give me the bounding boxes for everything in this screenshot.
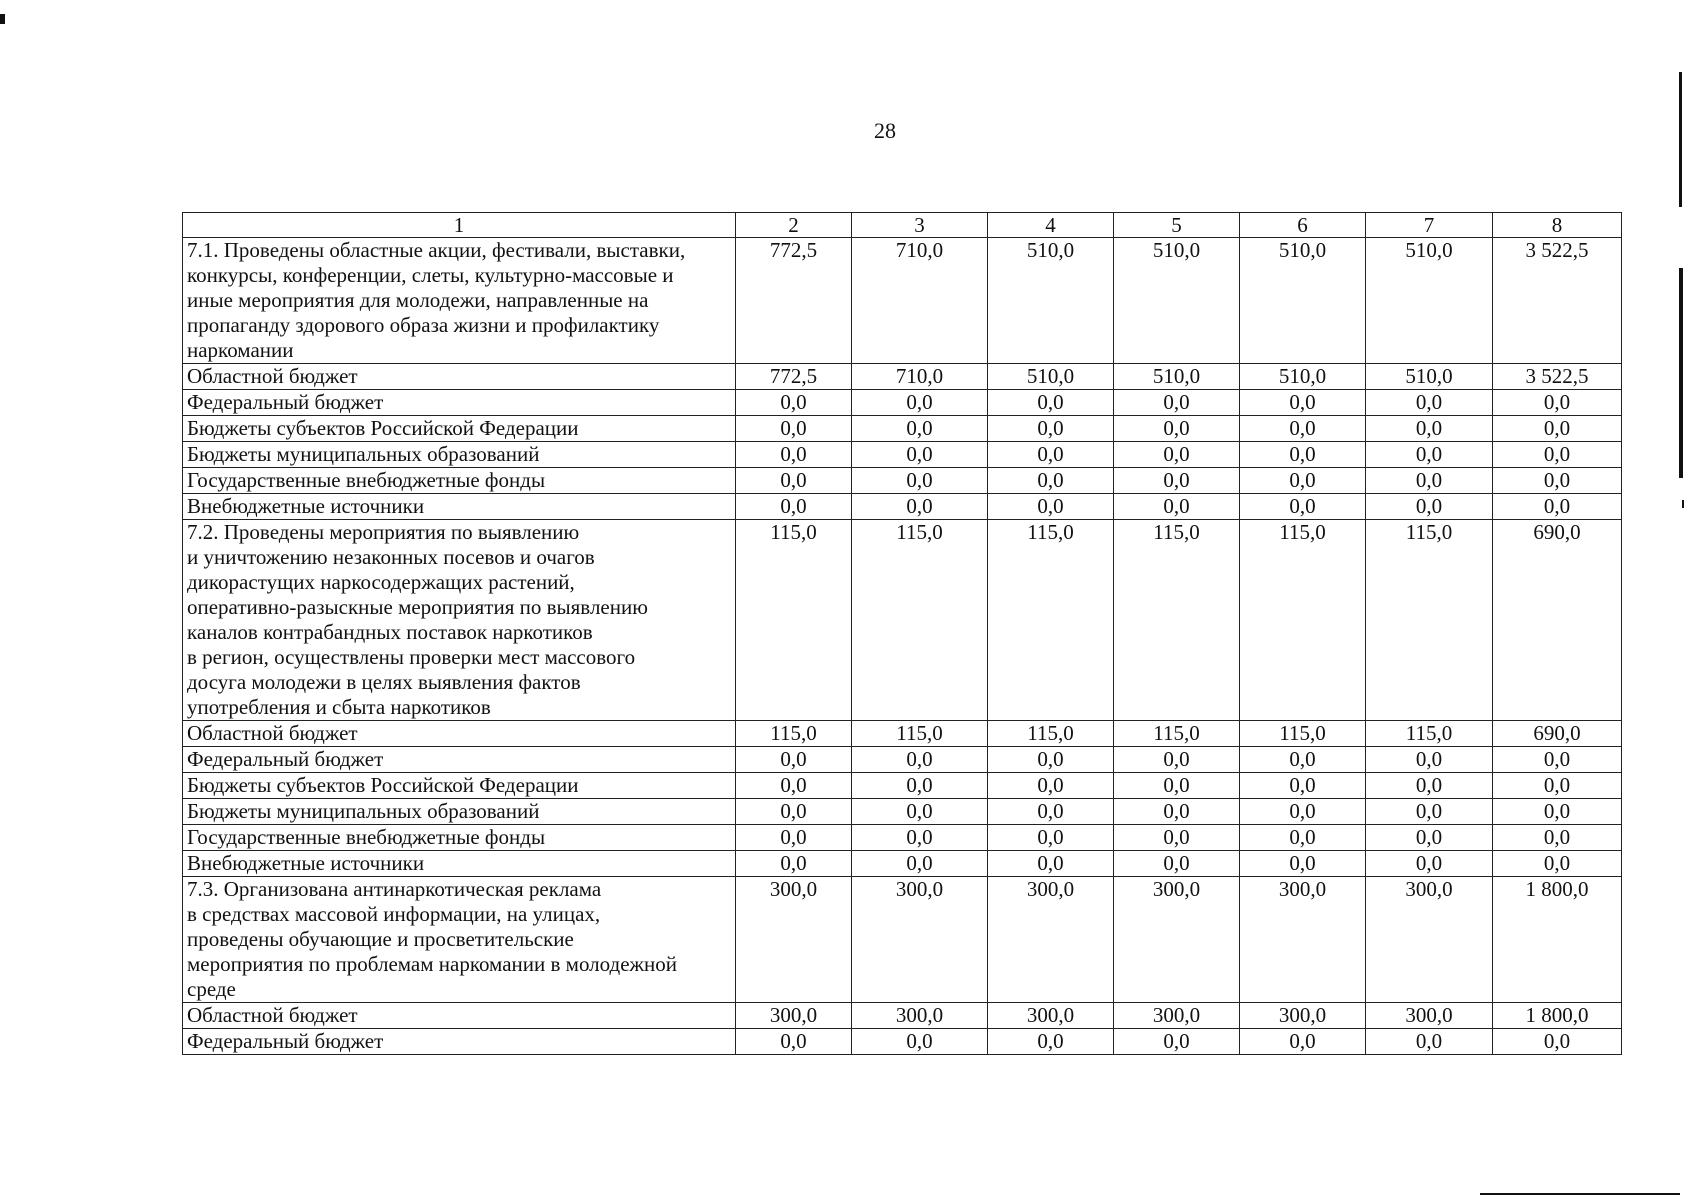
activity-title	[183, 877, 736, 1003]
value-cell: 0,0	[988, 416, 1114, 442]
funding-source-row	[183, 799, 1622, 825]
value-cell: 0,0	[1114, 416, 1240, 442]
value-cell: 0,0	[1493, 747, 1622, 773]
value-cell: 0,0	[1366, 390, 1493, 416]
funding-source-row	[183, 825, 1622, 851]
funding-source-row	[183, 851, 1622, 877]
column-header: 8	[1493, 213, 1622, 238]
value-cell: 0,0	[988, 1029, 1114, 1055]
value-cell: 115,0	[1240, 520, 1366, 721]
activity-title-line: оперативно-разыскные мероприятия по выявлению	[187, 595, 648, 619]
funding-source-label: Бюджеты субъектов Российской Федерации	[183, 416, 736, 442]
value-cell: 1 800,0	[1493, 1003, 1622, 1029]
value-cell: 0,0	[852, 799, 988, 825]
value-cell: 0,0	[988, 468, 1114, 494]
value-cell: 0,0	[736, 494, 852, 520]
value-cell: 690,0	[1493, 721, 1622, 747]
value-cell: 300,0	[1366, 877, 1493, 1003]
value-cell: 510,0	[1366, 238, 1493, 364]
column-header: 3	[852, 213, 988, 238]
value-cell: 115,0	[852, 520, 988, 721]
value-cell: 0,0	[852, 747, 988, 773]
column-header: 2	[736, 213, 852, 238]
value-cell: 0,0	[736, 468, 852, 494]
value-cell: 0,0	[988, 747, 1114, 773]
value-cell: 0,0	[1366, 799, 1493, 825]
value-cell: 0,0	[1366, 851, 1493, 877]
funding-source-label: Внебюджетные источники	[183, 494, 736, 520]
activity-title-line: мероприятия по проблемам наркомании в молодежной	[187, 952, 678, 976]
value-cell: 0,0	[1240, 494, 1366, 520]
column-header: 4	[988, 213, 1114, 238]
value-cell: 0,0	[852, 1029, 988, 1055]
value-cell: 0,0	[736, 390, 852, 416]
value-cell: 0,0	[852, 825, 988, 851]
value-cell: 115,0	[736, 520, 852, 721]
value-cell: 510,0	[1240, 364, 1366, 390]
value-cell: 0,0	[736, 851, 852, 877]
budget-table	[182, 212, 1622, 1055]
activity-title-line: каналов контрабандных поставок наркотиков	[187, 620, 593, 644]
value-cell: 0,0	[736, 416, 852, 442]
value-cell: 0,0	[1366, 825, 1493, 851]
value-cell: 0,0	[1366, 1029, 1493, 1055]
funding-source-row	[183, 721, 1622, 747]
activity-row	[183, 520, 1622, 721]
funding-source-label: Внебюджетные источники	[183, 851, 736, 877]
value-cell: 690,0	[1493, 520, 1622, 721]
page-number: 28	[874, 118, 896, 143]
value-cell: 0,0	[852, 773, 988, 799]
value-cell: 0,0	[1114, 773, 1240, 799]
value-cell: 300,0	[988, 877, 1114, 1003]
value-cell: 0,0	[1493, 851, 1622, 877]
funding-source-row	[183, 468, 1622, 494]
value-cell: 0,0	[1114, 747, 1240, 773]
value-cell: 3 522,5	[1493, 238, 1622, 364]
value-cell: 0,0	[736, 825, 852, 851]
activity-title-line: наркомании	[187, 338, 294, 362]
value-cell: 300,0	[1240, 877, 1366, 1003]
value-cell: 0,0	[736, 773, 852, 799]
value-cell: 0,0	[1240, 747, 1366, 773]
value-cell: 0,0	[988, 390, 1114, 416]
value-cell: 0,0	[1114, 442, 1240, 468]
value-cell: 0,0	[1240, 773, 1366, 799]
scan-edge-mark	[0, 14, 5, 24]
value-cell: 0,0	[988, 494, 1114, 520]
column-header: 5	[1114, 213, 1240, 238]
funding-source-label: Бюджеты муниципальных образований	[183, 799, 736, 825]
activity-title-line: дикорастущих наркосодержащих растений,	[187, 570, 575, 594]
value-cell: 115,0	[988, 721, 1114, 747]
activity-title-line: употребления и сбыта наркотиков	[187, 695, 491, 719]
activity-title	[183, 238, 736, 364]
funding-source-row	[183, 442, 1622, 468]
value-cell: 0,0	[852, 494, 988, 520]
header-row	[183, 213, 1622, 238]
value-cell: 510,0	[988, 238, 1114, 364]
value-cell: 300,0	[1240, 1003, 1366, 1029]
value-cell: 0,0	[1366, 416, 1493, 442]
value-cell: 0,0	[1240, 851, 1366, 877]
activity-title-line: конкурсы, конференции, слеты, культурно-массовые и	[187, 263, 674, 287]
value-cell: 710,0	[852, 238, 988, 364]
activity-title-line: 7.2. Проведены мероприятия по выявлению	[187, 520, 580, 544]
value-cell: 0,0	[988, 799, 1114, 825]
activity-title-line: проведены обучающие и просветительские	[187, 927, 574, 951]
value-cell: 0,0	[1114, 799, 1240, 825]
value-cell: 0,0	[988, 773, 1114, 799]
value-cell: 510,0	[1114, 238, 1240, 364]
activity-title-line: досуга молодежи в целях выявления фактов	[187, 670, 581, 694]
value-cell: 0,0	[1493, 494, 1622, 520]
value-cell: 0,0	[1493, 416, 1622, 442]
funding-source-label: Федеральный бюджет	[183, 1029, 736, 1055]
value-cell: 0,0	[736, 442, 852, 468]
funding-source-label: Областной бюджет	[183, 1003, 736, 1029]
value-cell: 300,0	[1114, 1003, 1240, 1029]
funding-source-label: Государственные внебюджетные фонды	[183, 825, 736, 851]
funding-source-label: Областной бюджет	[183, 721, 736, 747]
value-cell: 115,0	[736, 721, 852, 747]
column-header: 7	[1366, 213, 1493, 238]
value-cell: 0,0	[1240, 825, 1366, 851]
value-cell: 0,0	[1114, 494, 1240, 520]
funding-source-label: Бюджеты муниципальных образований	[183, 442, 736, 468]
value-cell: 510,0	[1366, 364, 1493, 390]
value-cell: 0,0	[988, 825, 1114, 851]
funding-source-row	[183, 1029, 1622, 1055]
value-cell: 0,0	[988, 442, 1114, 468]
value-cell: 0,0	[1240, 390, 1366, 416]
value-cell: 510,0	[988, 364, 1114, 390]
value-cell: 115,0	[1114, 721, 1240, 747]
value-cell: 0,0	[852, 851, 988, 877]
value-cell: 0,0	[852, 390, 988, 416]
activity-title-line: 7.1. Проведены областные акции, фестивали, выставки,	[187, 238, 686, 262]
value-cell: 0,0	[852, 468, 988, 494]
value-cell: 0,0	[1366, 442, 1493, 468]
activity-row	[183, 238, 1622, 364]
value-cell: 115,0	[1114, 520, 1240, 721]
funding-source-row	[183, 364, 1622, 390]
value-cell: 115,0	[1240, 721, 1366, 747]
value-cell: 0,0	[1114, 468, 1240, 494]
value-cell: 0,0	[1366, 747, 1493, 773]
value-cell: 115,0	[988, 520, 1114, 721]
funding-source-label: Областной бюджет	[183, 364, 736, 390]
value-cell: 300,0	[736, 877, 852, 1003]
value-cell: 115,0	[1366, 721, 1493, 747]
value-cell: 0,0	[852, 416, 988, 442]
funding-source-label: Федеральный бюджет	[183, 390, 736, 416]
funding-source-label: Бюджеты субъектов Российской Федерации	[183, 773, 736, 799]
activity-title-line: пропаганду здорового образа жизни и профилактику	[187, 313, 660, 337]
funding-source-row	[183, 1003, 1622, 1029]
funding-source-label: Государственные внебюджетные фонды	[183, 468, 736, 494]
activity-title	[183, 520, 736, 721]
value-cell: 0,0	[1240, 1029, 1366, 1055]
activity-title-line: 7.3. Организована антинаркотическая реклама	[187, 877, 602, 901]
value-cell: 0,0	[1240, 442, 1366, 468]
value-cell: 0,0	[736, 1029, 852, 1055]
scan-edge-mark	[1480, 1193, 1680, 1195]
value-cell: 300,0	[736, 1003, 852, 1029]
value-cell: 0,0	[1240, 416, 1366, 442]
value-cell: 0,0	[1114, 390, 1240, 416]
funding-source-row	[183, 747, 1622, 773]
value-cell: 1 800,0	[1493, 877, 1622, 1003]
activity-title-line: иные мероприятия для молодежи, направленные на	[187, 288, 649, 312]
value-cell: 115,0	[1366, 520, 1493, 721]
activity-row	[183, 877, 1622, 1003]
value-cell: 0,0	[1366, 494, 1493, 520]
value-cell: 300,0	[852, 1003, 988, 1029]
value-cell: 710,0	[852, 364, 988, 390]
value-cell: 772,5	[736, 238, 852, 364]
value-cell: 510,0	[1240, 238, 1366, 364]
value-cell: 0,0	[988, 851, 1114, 877]
value-cell: 0,0	[1493, 799, 1622, 825]
activity-title-line: в регион, осуществлены проверки мест массового	[187, 645, 636, 669]
scan-edge-mark	[1679, 268, 1683, 478]
value-cell: 0,0	[1114, 825, 1240, 851]
value-cell: 0,0	[1493, 1029, 1622, 1055]
scan-edge-mark	[1679, 72, 1682, 207]
value-cell: 0,0	[1240, 468, 1366, 494]
value-cell: 0,0	[1114, 1029, 1240, 1055]
value-cell: 0,0	[1114, 851, 1240, 877]
value-cell: 0,0	[1366, 468, 1493, 494]
value-cell: 0,0	[736, 747, 852, 773]
funding-source-row	[183, 773, 1622, 799]
value-cell: 510,0	[1114, 364, 1240, 390]
activity-title-line: в средствах массовой информации, на улицах,	[187, 902, 601, 926]
activity-title-line: среде	[187, 977, 236, 1001]
activity-title-line: и уничтожению незаконных посевов и очагов	[187, 545, 595, 569]
value-cell: 0,0	[1240, 799, 1366, 825]
funding-source-row	[183, 494, 1622, 520]
value-cell: 0,0	[1493, 468, 1622, 494]
scan-edge-mark	[1682, 500, 1684, 508]
value-cell: 0,0	[852, 442, 988, 468]
value-cell: 0,0	[1366, 773, 1493, 799]
value-cell: 0,0	[736, 799, 852, 825]
funding-source-label: Федеральный бюджет	[183, 747, 736, 773]
value-cell: 115,0	[852, 721, 988, 747]
value-cell: 0,0	[1493, 773, 1622, 799]
value-cell: 300,0	[988, 1003, 1114, 1029]
value-cell: 0,0	[1493, 390, 1622, 416]
column-header: 6	[1240, 213, 1366, 238]
value-cell: 772,5	[736, 364, 852, 390]
value-cell: 0,0	[1493, 442, 1622, 468]
funding-source-row	[183, 390, 1622, 416]
value-cell: 300,0	[1366, 1003, 1493, 1029]
value-cell: 0,0	[1493, 825, 1622, 851]
value-cell: 300,0	[1114, 877, 1240, 1003]
funding-source-row	[183, 416, 1622, 442]
value-cell: 3 522,5	[1493, 364, 1622, 390]
column-header: 1	[183, 213, 736, 238]
value-cell: 300,0	[852, 877, 988, 1003]
